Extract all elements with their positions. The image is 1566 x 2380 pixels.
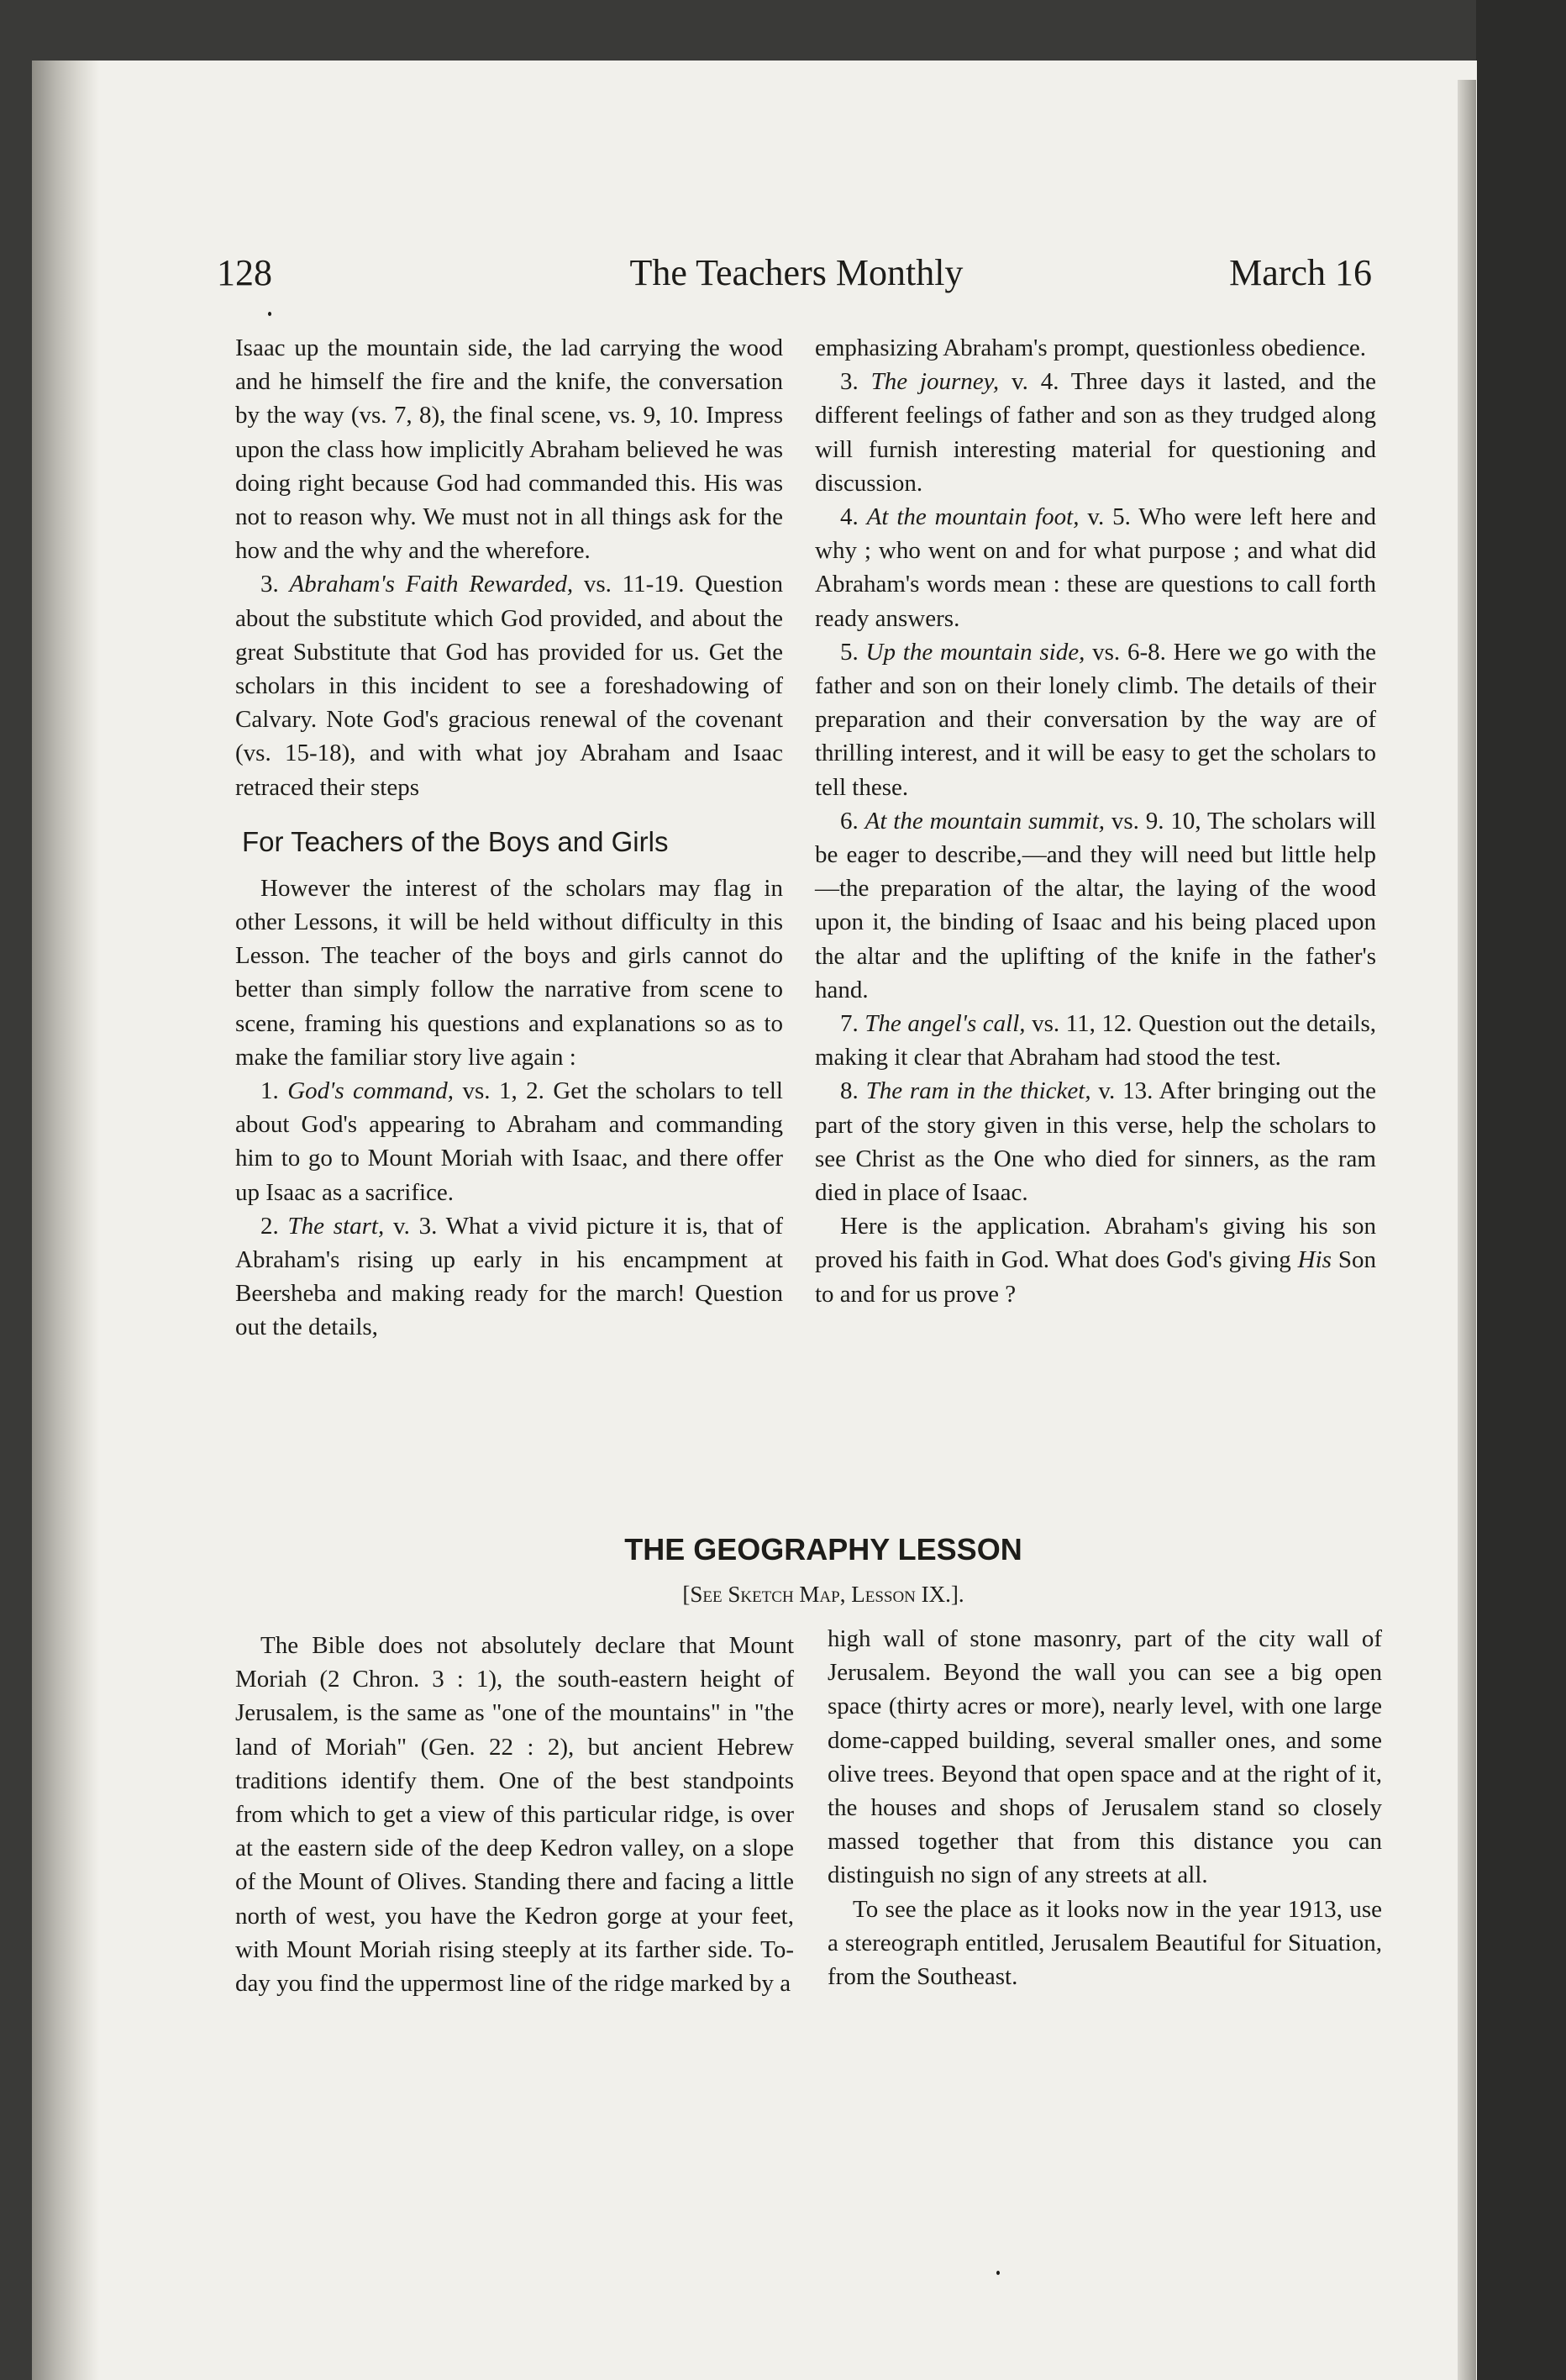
print-speck: [268, 312, 271, 316]
running-title: The Teachers Monthly: [629, 252, 964, 293]
column-right-bottom: [828, 1622, 1382, 1993]
paragraph: 6. At the mountain summit, vs. 9. 10, The scholars will be eager to describe,—and they will need but little help—the preparation of the altar, the laying of the wood upon it, the binding of Isaac and his being placed upon the altar and the uplifting of the knife in the father's hand.: [815, 807, 1376, 1003]
paragraph: The Bible does not absolutely declare that Mount Moriah (2 Chron. 3 : 1), the south-eastern height of Jerusalem, is the same as "one of the mountains" in "the land of Moriah" (Gen. 22 : 2), but ancient Hebrew traditions identify them. One of the best standpoints from which to get a view of this particular ridge, is over at the eastern side of the deep Kedron valley, on a slope of the Mount of Olives. Standing there and facing a little north of west, you have the Kedron gorge at your feet, with Mount Moriah rising steeply at its farther side. To-day you find the uppermost line of the ridge marked by a: [235, 1632, 794, 1998]
page-header: [183, 244, 1372, 303]
paragraph: To see the place as it looks now in the year 1913, use a stereograph entitled, Jerusalem Beautiful for Situation, from the Southeast.: [828, 1895, 1382, 1991]
section-heading: For Teachers of the Boys and Girls: [242, 825, 669, 857]
paragraph: 4. At the mountain foot, v. 5. Who were left here and why ; who went on and for what purpose ; and what did Abraham's words mean : these are questions to call forth ready answers.: [815, 503, 1377, 632]
paragraph: 3. Abraham's Faith Rewarded, vs. 11-19. Question about the substitute which God provided, and about the great Substitute that God has provided for us. Get the scholars in this incident to see a foreshadowing of Calvary. Note God's gracious renewal of the covenant (vs. 15-18), and with what joy Abraham and Isaac retraced their steps: [235, 571, 783, 801]
paragraph: emphasizing Abraham's prompt, questionless obedience.: [815, 334, 1366, 361]
column-left-top: [235, 331, 783, 1345]
header-date: March 16: [1229, 252, 1372, 293]
paragraph: 7. The angel's call, vs. 11, 12. Question out the details, making it clear that Abraham had stood the test.: [815, 1010, 1376, 1072]
paragraph: However the interest of the scholars may flag in other Lessons, it will be held without difficulty in this Lesson. The teacher of the boys and girls cannot do better than simply follow the narrative from scene to scene, framing his questions and explanations so as to make the familiar story live again :: [235, 874, 783, 1071]
paragraph: 8. The ram in the thicket, v. 13. After bringing out the part of the story given in this verse, help the scholars to see Christ as the One who died for sinners, as the ram died in place of Isaac.: [815, 1077, 1376, 1207]
paragraph: Isaac up the mountain side, the lad carrying the wood and he himself the fire and the knife, the conversation by the way (vs. 7, 8), the final scene, vs. 9, 10. Impress upon the class how implicitly Abraham believed he was doing right because God had commanded this. His was not to reason why. We must not in all things ask for the how and the why and the wherefore.: [235, 334, 783, 565]
paragraph: 1. God's command, vs. 1, 2. Get the scholars to tell about God's appearing to Abraham and commanding him to go to Mount Moriah with Isaac, and there offer up Isaac as a sacrifice.: [235, 1077, 783, 1206]
page-number: 128: [217, 252, 272, 293]
adjacent-page-edge: [1476, 0, 1566, 2380]
paragraph: 5. Up the mountain side, vs. 6-8. Here we go with the father and son on their lonely climb. The details of their preparation and their conversation by the way are of thrilling interest, and it will be easy to get the scholars to tell these.: [815, 638, 1376, 801]
paragraph: high wall of stone masonry, part of the city wall of Jerusalem. Beyond the wall you can see a big open space (thirty acres or more), nearly level, with one large dome-capped building, several smaller ones, and some olive trees. Beyond that open space and at the right of it, the houses and shops of Jerusalem stand so closely massed together that from this distance you can distinguish no sign of any streets at all.: [828, 1625, 1382, 1889]
paragraph: Here is the application. Abraham's giving his son proved his faith in God. What does God's giving His Son to and for us prove ?: [815, 1213, 1376, 1308]
column-right-top: [815, 331, 1376, 1311]
paragraph: 3. The journey, v. 4. Three days it lasted, and the different feelings of father and son as they trudged along will furnish interesting material for questioning and discussion.: [815, 368, 1376, 497]
page-edge-shadow: [1458, 80, 1476, 2380]
print-speck: [996, 2271, 1000, 2275]
paragraph: 2. The start, v. 3. What a vivid picture it is, that of Abraham's rising up early in his encampment at Beersheba and making ready for the march! Question out the details,: [235, 1212, 784, 1341]
geography-lesson-subtitle: [See Sketch Map, Lesson IX.].: [682, 1582, 964, 1607]
column-left-bottom: [235, 1629, 794, 2000]
geography-lesson-title: THE GEOGRAPHY LESSON: [624, 1532, 1022, 1566]
page-gutter: [32, 61, 99, 2380]
